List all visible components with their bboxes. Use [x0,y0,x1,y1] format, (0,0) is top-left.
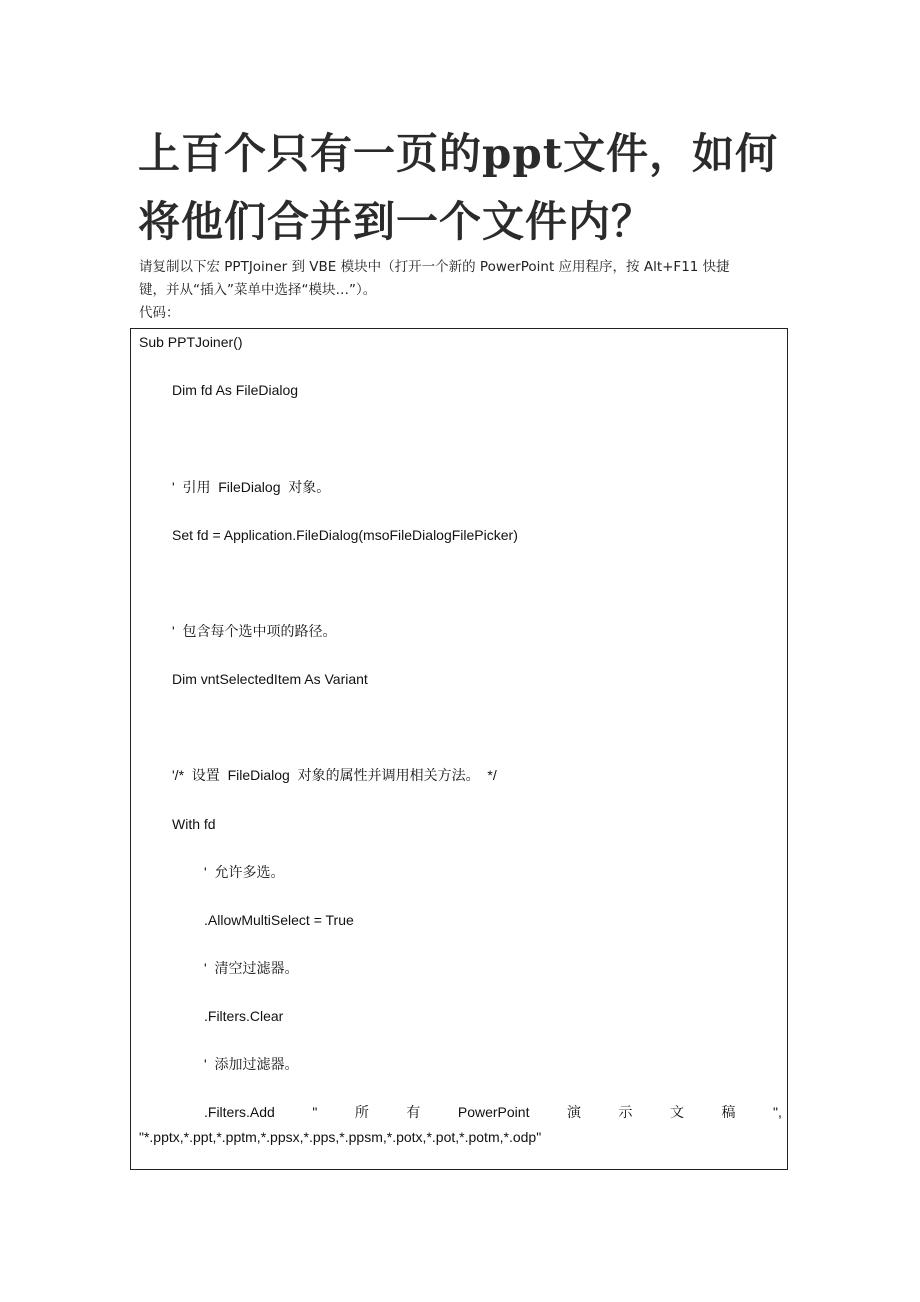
code-comment: ' 清空过滤器。 [204,960,299,976]
intro-line: 请复制以下宏 PPTJoiner 到 VBE 模块中（打开一个新的 PowerPoint 应用程序，按 Alt+F11 快捷 [139,259,730,275]
code-line-continuation: "*.pptx,*.ppt,*.pptm,*.ppsx,*.pps,*.ppsm,*.potx,*.pot,*.potm,*.odp" [139,1129,542,1145]
code-label: 代码： [139,305,180,321]
code-comment: ' 允许多选。 [204,864,285,880]
code-line: Sub PPTJoiner() [139,334,243,350]
code-token: ", [773,1104,782,1120]
code-token: 稿 [721,1104,736,1120]
code-line: Set fd = Application.FileDialog(msoFileDialogFilePicker) [172,527,518,543]
code-comment: ' 引用 FileDialog 对象。 [172,479,331,495]
code-token: 演 [566,1104,581,1120]
code-comment: ' 添加过滤器。 [204,1056,299,1072]
code-token: PowerPoint [457,1104,530,1120]
code-token: 文 [670,1104,684,1120]
code-token: 有 [406,1104,421,1120]
code-token: 所 [354,1104,369,1120]
code-line: Dim vntSelectedItem As Variant [172,671,368,687]
intro-text [139,256,789,325]
code-token: " [312,1104,318,1120]
code-line: .AllowMultiSelect = True [204,912,354,928]
code-token: .Filters.Add [204,1104,275,1120]
code-comment: '/* 设置 FileDialog 对象的属性并调用相关方法。 */ [172,767,497,783]
code-line: Dim fd As FileDialog [172,382,299,398]
intro-line: 键，并从“插入”菜单中选择“模块…”）。 [139,282,377,298]
code-line: .Filters.Clear [204,1008,284,1024]
code-line-filters-add [204,1103,782,1121]
page-title: 上百个只有一页的ppt文件，如何将他们合并到一个文件内？ [138,129,779,246]
code-block [130,328,788,1170]
code-comment: ' 包含每个选中项的路径。 [172,623,337,639]
code-line: With fd [172,816,216,832]
code-token: 示 [618,1104,633,1120]
